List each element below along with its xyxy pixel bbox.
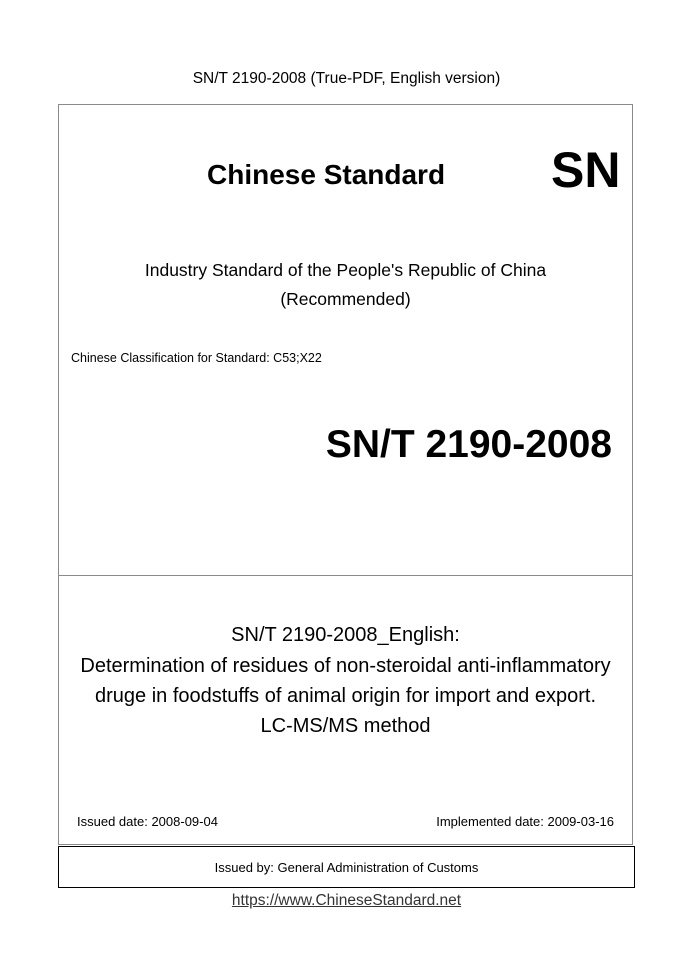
document-title-line-3: druge in foodstuffs of animal origin for import and export. bbox=[94, 685, 596, 707]
website-link[interactable]: https://www.ChineseStandard.net bbox=[231, 892, 462, 909]
standard-label: Chinese Standard bbox=[207, 159, 446, 190]
classification-text: Chinese Classification for Standard: C53;X22 bbox=[71, 351, 322, 365]
page-header: SN/T 2190-2008 (True-PDF, English version) bbox=[192, 70, 501, 87]
issuer-text: Issued by: General Administration of Customs bbox=[214, 859, 479, 875]
issuer-box bbox=[58, 846, 635, 888]
cover-lower-section bbox=[59, 576, 632, 844]
document-title-line-2: Determination of residues of non-steroidal anti-inflammatory bbox=[80, 655, 611, 677]
cover-frame bbox=[58, 104, 633, 845]
issued-date: Issued date: 2008-09-04 bbox=[77, 814, 218, 829]
document-title-line-4: LC-MS/MS method bbox=[260, 715, 431, 737]
standard-number: SN/T 2190-2008 bbox=[325, 423, 612, 466]
industry-standard-line: Industry Standard of the People's Republic of China bbox=[144, 260, 547, 280]
recommended-line: (Recommended) bbox=[280, 289, 411, 309]
standard-mark: SN bbox=[551, 142, 621, 198]
cover-upper-section bbox=[59, 105, 632, 576]
implemented-date: Implemented date: 2009-03-16 bbox=[436, 814, 614, 829]
document-title-line-1: SN/T 2190-2008_English: bbox=[231, 624, 460, 646]
